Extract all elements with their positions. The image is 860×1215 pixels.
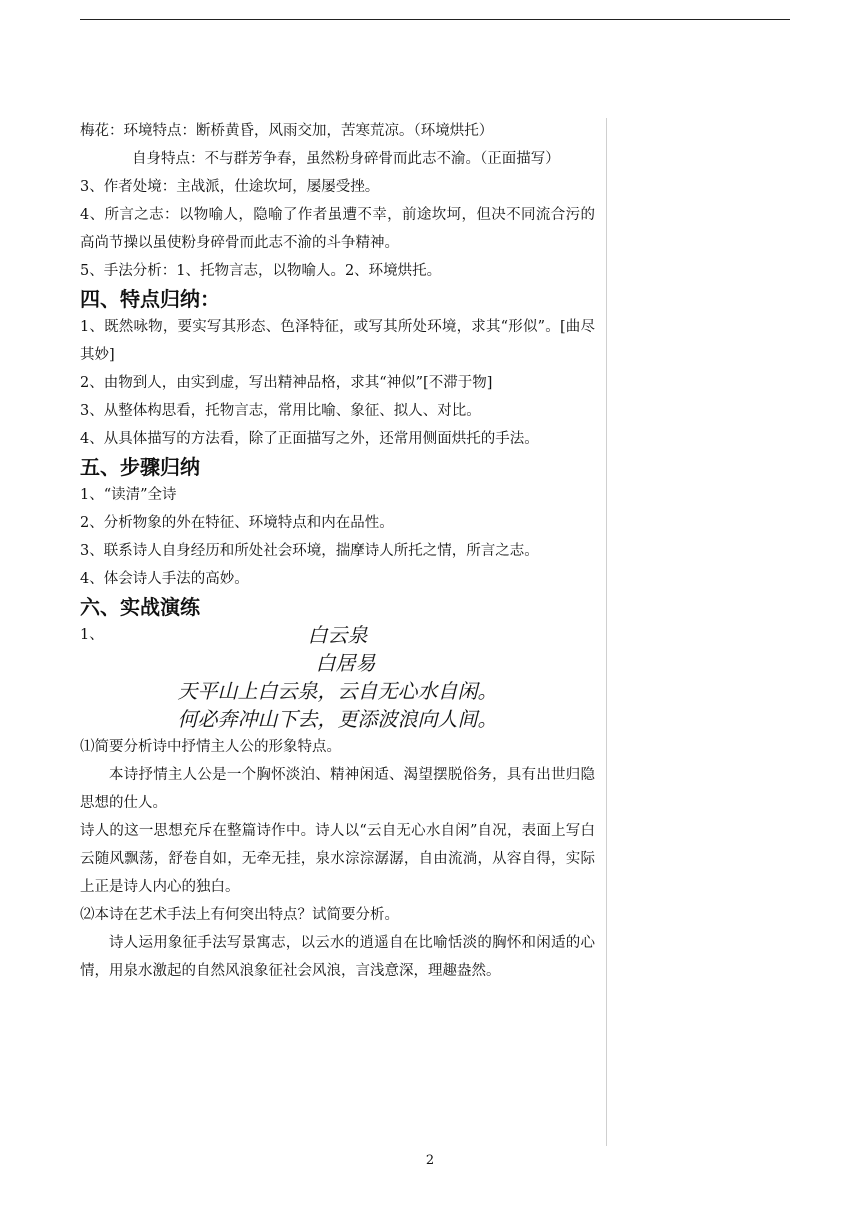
- section-5-heading: 五、步骤归纳: [80, 455, 200, 479]
- poem-line-2: 何必奔冲山下去，更添波浪向人间。: [177, 707, 498, 731]
- analysis-item-5: 5、手法分析：1、托物言志，以物喻人。2、环境烘托。: [80, 263, 442, 279]
- analysis-item-4: 4、所言之志：以物喻人，隐喻了作者虽遭不幸，前途坎坷，但决不同流合污的高尚节操以虽使粉身碎骨而此志不渝的斗争精神。: [80, 207, 595, 251]
- poem-author: 白居易: [315, 651, 376, 675]
- section-4-heading: 四、特点归纳：: [80, 287, 220, 311]
- section-5-item: 1、“读清”全诗: [80, 487, 177, 503]
- section-5-item: 4、体会诗人手法的高妙。: [80, 571, 249, 587]
- section-4-item: 3、从整体构思看，托物言志，常用比喻、象征、拟人、对比。: [80, 403, 481, 419]
- question-1: ⑴简要分析诗中抒情主人公的形象特点。: [80, 739, 341, 755]
- section-5-item: 3、联系诗人自身经历和所处社会环境，揣摩诗人所托之情，所言之志。: [80, 543, 539, 559]
- document-body: [80, 117, 595, 985]
- margin-rule: [606, 118, 607, 1146]
- section-6-heading: 六、实战演练: [80, 595, 200, 619]
- answer-1-paragraph-1: 本诗抒情主人公是一个胸怀淡泊、精神闲适、渴望摆脱俗务，具有出世归隐思想的仕人。: [80, 767, 595, 811]
- section-4-item: 2、由物到人，由实到虚，写出精神品格，求其“神似”[不滞于物]: [80, 375, 493, 391]
- section-4-item: 1、既然咏物，要实写其形态、色泽特征，或写其所处环境，求其“形似”。[曲尽其妙]: [80, 319, 595, 363]
- answer-2: 诗人运用象征手法写景寓志，以云水的逍遥自在比喻恬淡的胸怀和闲适的心情，用泉水激起的自然风浪象征社会风浪，言浅意深，理趣盎然。: [80, 935, 595, 979]
- answer-1-paragraph-2: 诗人的这一思想充斥在整篇诗作中。诗人以“云自无心水自闲”自况，表面上写白云随风飘荡，舒卷自如，无牵无挂，泉水淙淙潺潺，自由流淌，从容自得，实际上正是诗人内心的独白。: [80, 823, 595, 895]
- meihua-environment: 梅花：环境特点：断桥黄昏，风雨交加，苦寒荒凉。（环境烘托）: [80, 123, 494, 139]
- analysis-item-3: 3、作者处境：主战派，仕途坎坷，屡屡受挫。: [80, 179, 380, 195]
- section-4-item: 4、从具体描写的方法看，除了正面描写之外，还常用侧面烘托的手法。: [80, 431, 539, 447]
- page-number: 2: [425, 1153, 435, 1168]
- poem-title: 白云泉: [307, 623, 368, 647]
- poem: [80, 621, 595, 733]
- poem-line-1: 天平山上白云泉，云自无心水自闲。: [177, 679, 498, 703]
- section-5-item: 2、分析物象的外在特征、环境特点和内在品性。: [80, 515, 394, 531]
- header-rule: [80, 19, 790, 20]
- poem-number: 1、: [80, 627, 104, 643]
- meihua-self: 自身特点：不与群芳争春，虽然粉身碎骨而此志不渝。（正面描写）: [132, 151, 560, 167]
- question-2: ⑵本诗在艺术手法上有何突出特点？试简要分析。: [80, 907, 399, 923]
